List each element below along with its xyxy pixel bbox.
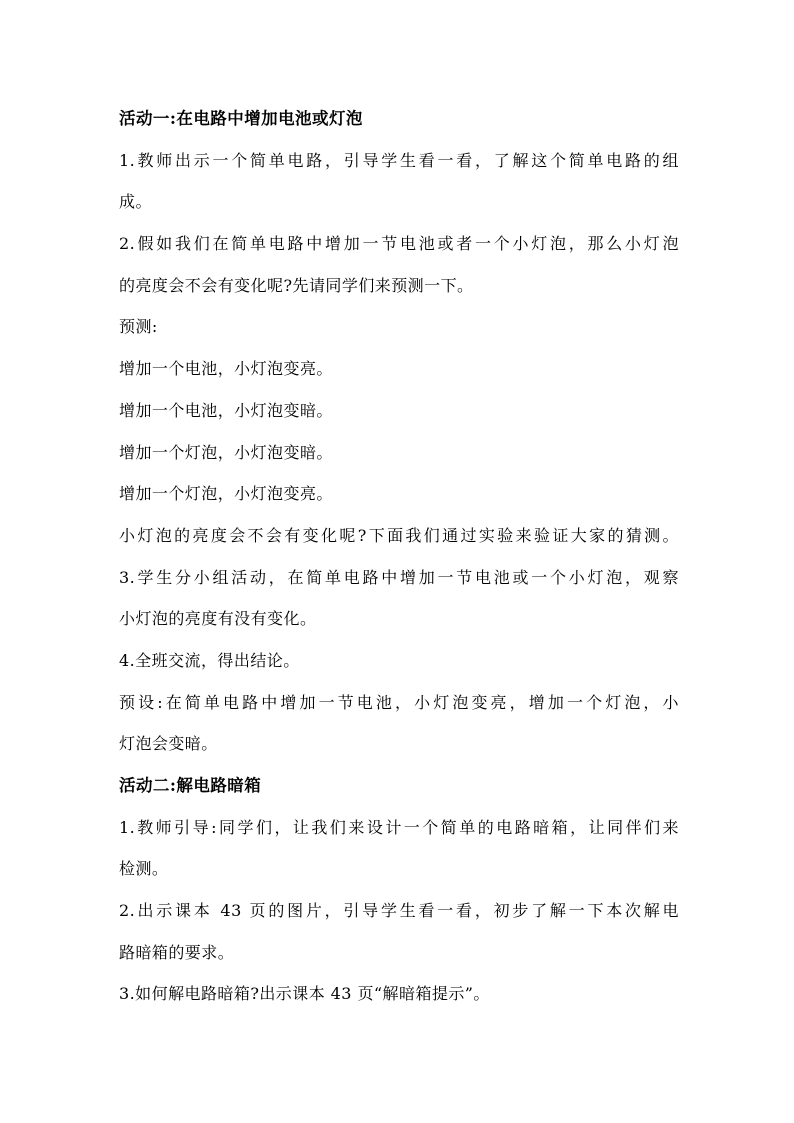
document-page <box>119 98 679 1015</box>
paragraph-line: 预测: <box>119 317 158 337</box>
paragraph-line: 小灯泡的亮度会不会有变化呢?下面我们通过实验来验证大家的猜测。 <box>119 525 679 545</box>
prediction-item: 增加一个灯泡，小灯泡变暗。 <box>119 442 333 462</box>
paragraph-line: 的亮度会不会有变化呢?先请同学们来预测一下。 <box>119 275 474 295</box>
paragraph-line: 3.学生分小组活动，在简单电路中增加一节电池或一个小灯泡，观察 <box>119 567 679 587</box>
paragraph-line: 预设:在简单电路中增加一节电池，小灯泡变亮，增加一个灯泡，小 <box>119 692 679 712</box>
section-heading-activity-1: 活动一:在电路中增加电池或灯泡 <box>119 109 363 128</box>
paragraph-line: 灯泡会变暗。 <box>119 734 218 754</box>
paragraph-line: 检测。 <box>119 859 169 879</box>
paragraph-line: 2.假如我们在简单电路中增加一节电池或者一个小灯泡，那么小灯泡 <box>119 234 679 254</box>
paragraph-line: 小灯泡的亮度有没有变化。 <box>119 609 317 629</box>
paragraph-line: 1.教师出示一个简单电路，引导学生看一看，了解这个简单电路的组 <box>119 150 679 170</box>
paragraph-line: 成。 <box>119 192 152 212</box>
prediction-item: 增加一个灯泡，小灯泡变亮。 <box>119 484 333 504</box>
paragraph-line: 路暗箱的要求。 <box>119 942 235 962</box>
section-heading-activity-2: 活动二:解电路暗箱 <box>119 776 262 795</box>
prediction-item: 增加一个电池，小灯泡变亮。 <box>119 359 333 379</box>
paragraph-line: 4.全班交流，得出结论。 <box>119 650 300 670</box>
prediction-item: 增加一个电池，小灯泡变暗。 <box>119 400 333 420</box>
paragraph-line: 1.教师引导:同学们，让我们来设计一个简单的电路暗箱，让同伴们来 <box>119 817 679 837</box>
paragraph-line: 3.如何解电路暗箱?出示课本 43 页“解暗箱提示”。 <box>119 984 490 1004</box>
paragraph-line: 2.出示课本 43 页的图片，引导学生看一看，初步了解一下本次解电 <box>119 901 679 921</box>
